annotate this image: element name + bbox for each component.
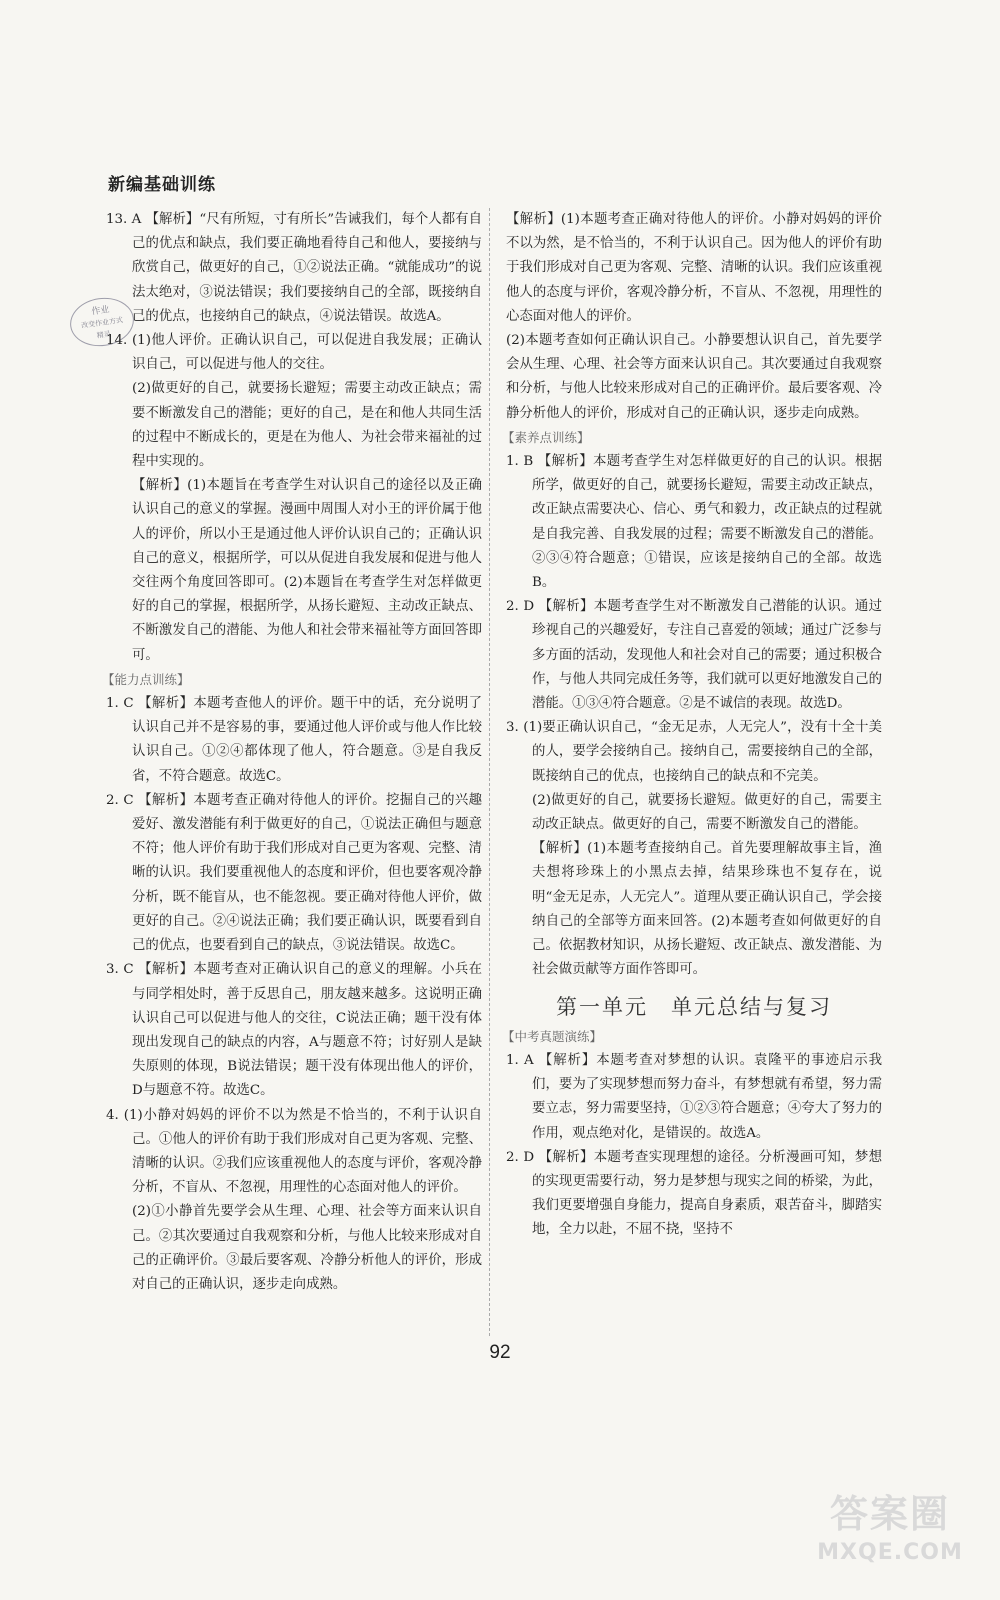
stamp-line: 改变作业方式 [80, 316, 124, 330]
question-item: 14. (1)他人评价。正确认识自己，可以促进自我发展；正确认识自己，可以促进与他人的交往。 [106, 333, 482, 373]
question-item: 2. D 【解析】本题考查学生对不断激发自己潜能的认识。通过珍视自己的兴趣爱好，专注自己喜爱的领域；通过广泛参与多方面的活动，发现他人和社会对自己的需要；通过积极合作，与他人共同完成任务等，我们就可以更好地激发自己的潜能。①③④符合题意。②是不诚信的表现。故选D。 [506, 599, 882, 712]
stamp-line: 精灵 [96, 329, 112, 340]
watermark-logo [800, 1488, 980, 1588]
answer-paragraph: 【解析】(1)本题考查正确对待他人的评价。小静对妈妈的评价不以为然，是不恰当的，不利于认识自己。因为他人的评价有助于我们形成对自己更为客观、完整、清晰的认识。我们应该重视他人的态度与评价，客观冷静分析，不盲从、不忽视，用理性的心态面对他人的评价。 [506, 212, 882, 324]
book-title: 新编基础训练 [108, 175, 216, 195]
answer-paragraph: (2)做更好的自己，就要扬长避短。做更好的自己，需要主动改正缺点。做更好的自己，需要不断激发自己的潜能。 [532, 792, 882, 833]
answer-paragraph: (2)做更好的自己，就要扬长避短；需要主动改正缺点；需要不断激发自己的潜能；更好的自己，是在和他人共同生活的过程中不断成长的，更是在为他人、为社会带来福祉的过程中实现的。 [132, 381, 482, 470]
stamp-line: 作业 [90, 304, 111, 318]
unit-heading: 第一单元 单元总结与复习 [556, 994, 832, 1019]
right-column [502, 208, 882, 1243]
answer-paragraph: 【解析】(1)本题考查接纳自己。首先要理解故事主旨，渔夫想将珍珠上的小黑点去掉，结果珍珠也不复存在，说明“金无足赤，人无完人”。道理从要正确认识自己，学会接纳自己的全部等方面来回答。(2)本题考查如何做更好的自己。依据教材知识，从扬长避短、改正缺点、激发潜能、为社会做贡献等方面作答即可。 [532, 841, 882, 978]
question-item: 3. (1)要正确认识自己，“金无足赤，人无完人”，没有十全十美的人，要学会接纳自己。接纳自己，需要接纳自己的全部，既接纳自己的优点，也接纳自己的缺点和不完美。 [506, 720, 882, 784]
page-number: 92 [489, 1342, 511, 1363]
section-tag: 【能力点训练】 [102, 671, 190, 687]
answer-paragraph: 【解析】(1)本题旨在考查学生对认识自己的途径以及正确认识自己的意义的掌握。漫画中周围人对小王的评价属于他人的评价，所以小王是通过他人评价认识自己的；正确认识自己的意义，根据所学，可以从促进自我发展和促进与他人交往两个角度回答即可。(2)本题旨在考查学生对怎样做更好的自己的掌握，根据所学，从扬长避短、主动改正缺点、不断激发自己的潜能、为他人和社会带来福祉等方面回答即可。 [132, 478, 482, 663]
question-item: 2. D 【解析】本题考查实现理想的途径。分析漫画可知，梦想的实现更需要行动，努力是梦想与现实之间的桥梁，为此，我们更要增强自身能力，提高自身素质，艰苦奋斗，脚踏实地，全力以赴，不屈不挠，坚持不 [506, 1149, 882, 1238]
section-tag: 【素养点训练】 [502, 429, 590, 445]
question-item: 1. C 【解析】本题考查他人的评价。题干中的话，充分说明了认识自己并不是容易的事，要通过他人评价或与他人作比较认识自己。①②④都体现了他人，符合题意。③是自我反省，不符合题意。故选C。 [106, 696, 482, 784]
answer-paragraph: (2)本题考查如何正确认识自己。小静要想认识自己，首先要学会从生理、心理、社会等方面来认识自己。其次要通过自我观察和分析，与他人比较来形成对自己的正确评价。最后要客观、冷静分析他人的评价，形成对自己的正确认识，逐步走向成熟。 [506, 333, 882, 421]
question-item: 1. A 【解析】本题考查对梦想的认识。袁隆平的事迹启示我们，要为了实现梦想而努力奋斗，有梦想就有希望，努力需要立志，努力需要坚持，①②③符合题意；④夸大了努力的作用，观点绝对化，是错误的。故选A。 [506, 1052, 882, 1141]
question-item: 3. C 【解析】本题考查对正确认识自己的意义的理解。小兵在与同学相处时，善于反思自己，朋友越来越多。这说明正确认识自己可以促进与他人的交往，C说法正确；题干没有体现出发现自己的缺点的内容，A与题意不符；讨好别人是缺失原则的体现，B说法错误；题干没有体现出他人的评价，D与题意不符。故选C。 [106, 962, 482, 1099]
question-item: 13. A 【解析】“尺有所短，寸有所长”告诫我们，每个人都有自己的优点和缺点，我们要正确地看待自己和他人，要接纳与欣赏自己，做更好的自己，①②说法正确。“就能成功”的说法太绝对，③说法错误；我们要接纳自己的全部，既接纳自己的优点，也接纳自己的缺点，④说法错误。故选A。 [106, 212, 482, 324]
answer-paragraph: (2)①小静首先要学会从生理、心理、社会等方面来认识自己。②其次要通过自我观察和分析，与他人比较来形成对自己的正确评价。③最后要客观、冷静分析他人的评价，形成对自己的正确认识，逐步走向成熟。 [132, 1204, 482, 1292]
question-item: 2. C 【解析】本题考查正确对待他人的评价。挖掘自己的兴趣爱好、激发潜能有利于做更好的自己，①说法正确但与题意不符；他人评价有助于我们形成对自己更为客观、完整、清晰的认识。我们要重视他人的态度和评价，但也要客观冷静分析，既不能盲从，也不能忽视。要正确对待他人评价，做更好的自己。②④说法正确；我们要正确认识，既要看到自己的优点，也要看到自己的缺点，③说法错误。故选C。 [106, 792, 482, 954]
watermark-text: 答案圈 [829, 1492, 950, 1536]
question-item: 4. (1)小静对妈妈的评价不以为然是不恰当的，不利于认识自己。①他人的评价有助于我们形成对自己更为客观、完整、清晰的认识。②我们应该重视他人的态度与评价，客观冷静分析，不盲从、不忽视，用理性的心态面对他人的评价。 [106, 1107, 482, 1196]
question-item: 1. B 【解析】本题考查学生对怎样做更好的自己的认识。根据所学，做更好的自己，就要扬长避短，需要主动改正缺点，改正缺点需要决心、信心、勇气和毅力，改正缺点的过程就是自我完善、自我发展的过程；需要不断激发自己的潜能。②③④符合题意；①错误，应该是接纳自己的全部。故选B。 [506, 454, 882, 591]
section-tag: 【中考真题演练】 [502, 1028, 603, 1044]
watermark-url: MXQE.COM [817, 1540, 963, 1565]
column-divider [489, 208, 490, 1336]
